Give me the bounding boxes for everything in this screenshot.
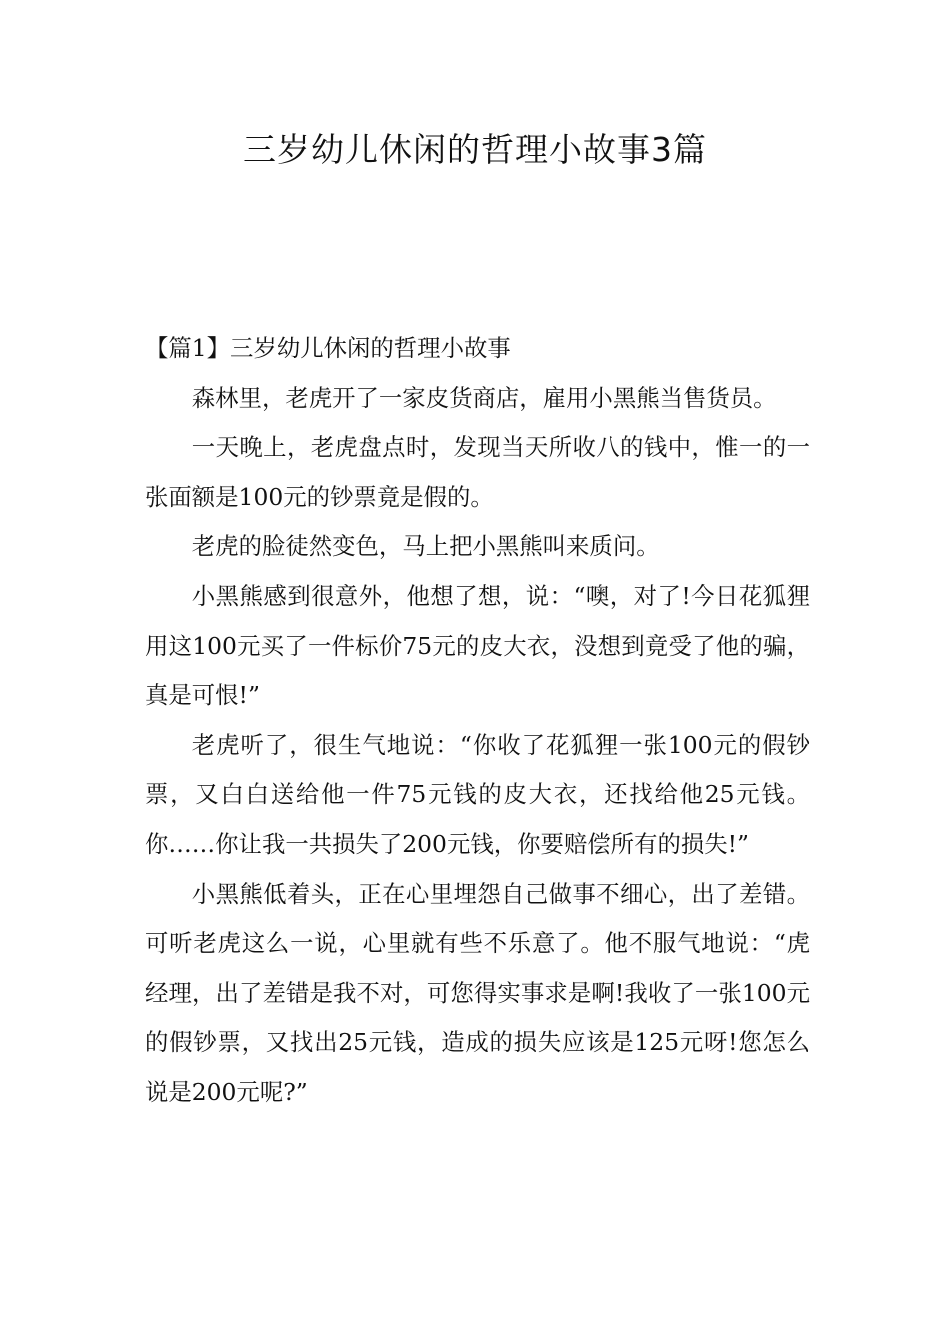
document-body [145,324,810,1118]
paragraph: 小黑熊低着头，正在心里埋怨自己做事不细心，出了差错。可听老虎这么一说，心里就有些不乐意了。他不服气地说：“虎经理，出了差错是我不对，可您得实事求是啊!我收了一张100元的假钞票，又找出25元钱，造成的损失应该是125元呀!您怎么说是200元呢?” [145,879,810,1106]
paragraph: 一天晚上，老虎盘点时，发现当天所收八的钱中，惟一的一张面额是100元的钞票竟是假的。 [145,433,810,511]
paragraph: 森林里，老虎开了一家皮货商店，雇用小黑熊当售货员。 [191,383,777,412]
paragraph: 老虎的脸徒然变色，马上把小黑熊叫来质问。 [191,532,660,561]
paragraph: 小黑熊感到很意外，他想了想，说：“噢，对了!今日花狐狸用这100元买了一件标价75元的皮大衣，没想到竟受了他的骗，真是可恨!” [145,581,810,710]
document-title: 三岁幼儿休闲的哲理小故事3篇 [243,130,707,169]
section-heading: 【篇1】三岁幼儿休闲的哲理小故事 [145,334,511,362]
paragraph: 老虎听了，很生气地说：“你收了花狐狸一张100元的假钞票，又白白送给他一件75元钱的皮大衣，还找给他25元钱。你……你让我一共损失了200元钱，你要赔偿所有的损失!” [145,730,810,858]
